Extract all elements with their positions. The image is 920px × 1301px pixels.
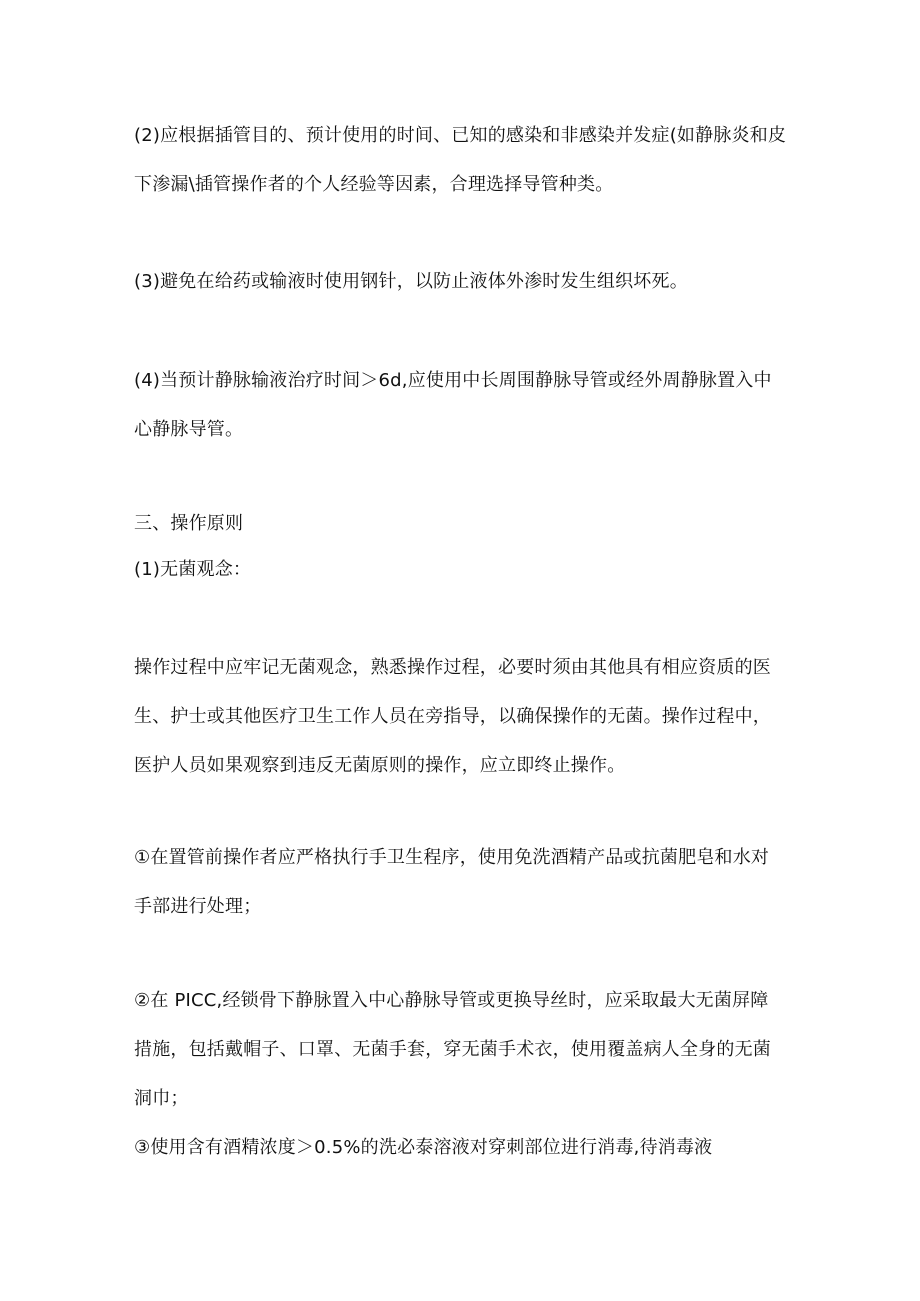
text-line: 操作过程中应牢记无菌观念，熟悉操作过程，必要时须由其他具有相应资质的医 [134,657,771,678]
subheading-aseptic-concept [134,545,794,594]
section-heading-operating-principles [134,499,794,548]
text-line: (2)应根据插管目的、预计使用的时间、已知的感染和非感染并发症(如静脉炎和皮 [134,125,787,146]
text-line: 医护人员如果观察到违反无菌原则的操作，应立即终止操作。 [134,755,626,776]
paragraph-catheter-selection [134,111,794,209]
text-line: 洞巾； [134,1088,189,1109]
text-line: 生、护士或其他医疗卫生工作人员在旁指导，以确保操作的无菌。操作过程中， [134,706,771,727]
text-line: 手部进行处理； [134,896,262,917]
text-line: ①在置管前操作者应严格执行手卫生程序，使用免洗酒精产品或抗菌肥皂和水对 [134,847,770,868]
text-line: ②在 PICC,经锁骨下静脉置入中心静脉导管或更换导丝时，应采取最大无菌屏障 [134,990,769,1011]
text-line: 下渗漏\插管操作者的个人经验等因素，合理选择导管种类。 [134,174,614,195]
paragraph-avoid-steel-needle [134,257,794,306]
text-line: 三、操作原则 [134,513,244,534]
list-item-maximal-barrier [134,976,794,1123]
text-line: (1)无菌观念： [134,559,252,580]
text-line: (3)避免在给药或输液时使用钢针，以防止液体外渗时发生组织坏死。 [134,271,688,292]
text-line: (4)当预计静脉输液治疗时间＞6d,应使用中长周围静脉导管或经外周静脉置入中 [134,370,772,391]
paragraph-infusion-duration [134,356,794,454]
list-item-hand-hygiene [134,833,794,931]
text-line: ③使用含有酒精浓度＞0.5%的洗必泰溶液对穿刺部位进行消毒,待消毒液 [134,1137,713,1158]
text-line: 心静脉导管。 [134,419,244,440]
paragraph-aseptic-procedure [134,643,794,790]
text-line: 措施，包括戴帽子、口罩、无菌手套，穿无菌手术衣，使用覆盖病人全身的无菌 [134,1039,771,1060]
list-item-skin-disinfection [134,1123,794,1172]
